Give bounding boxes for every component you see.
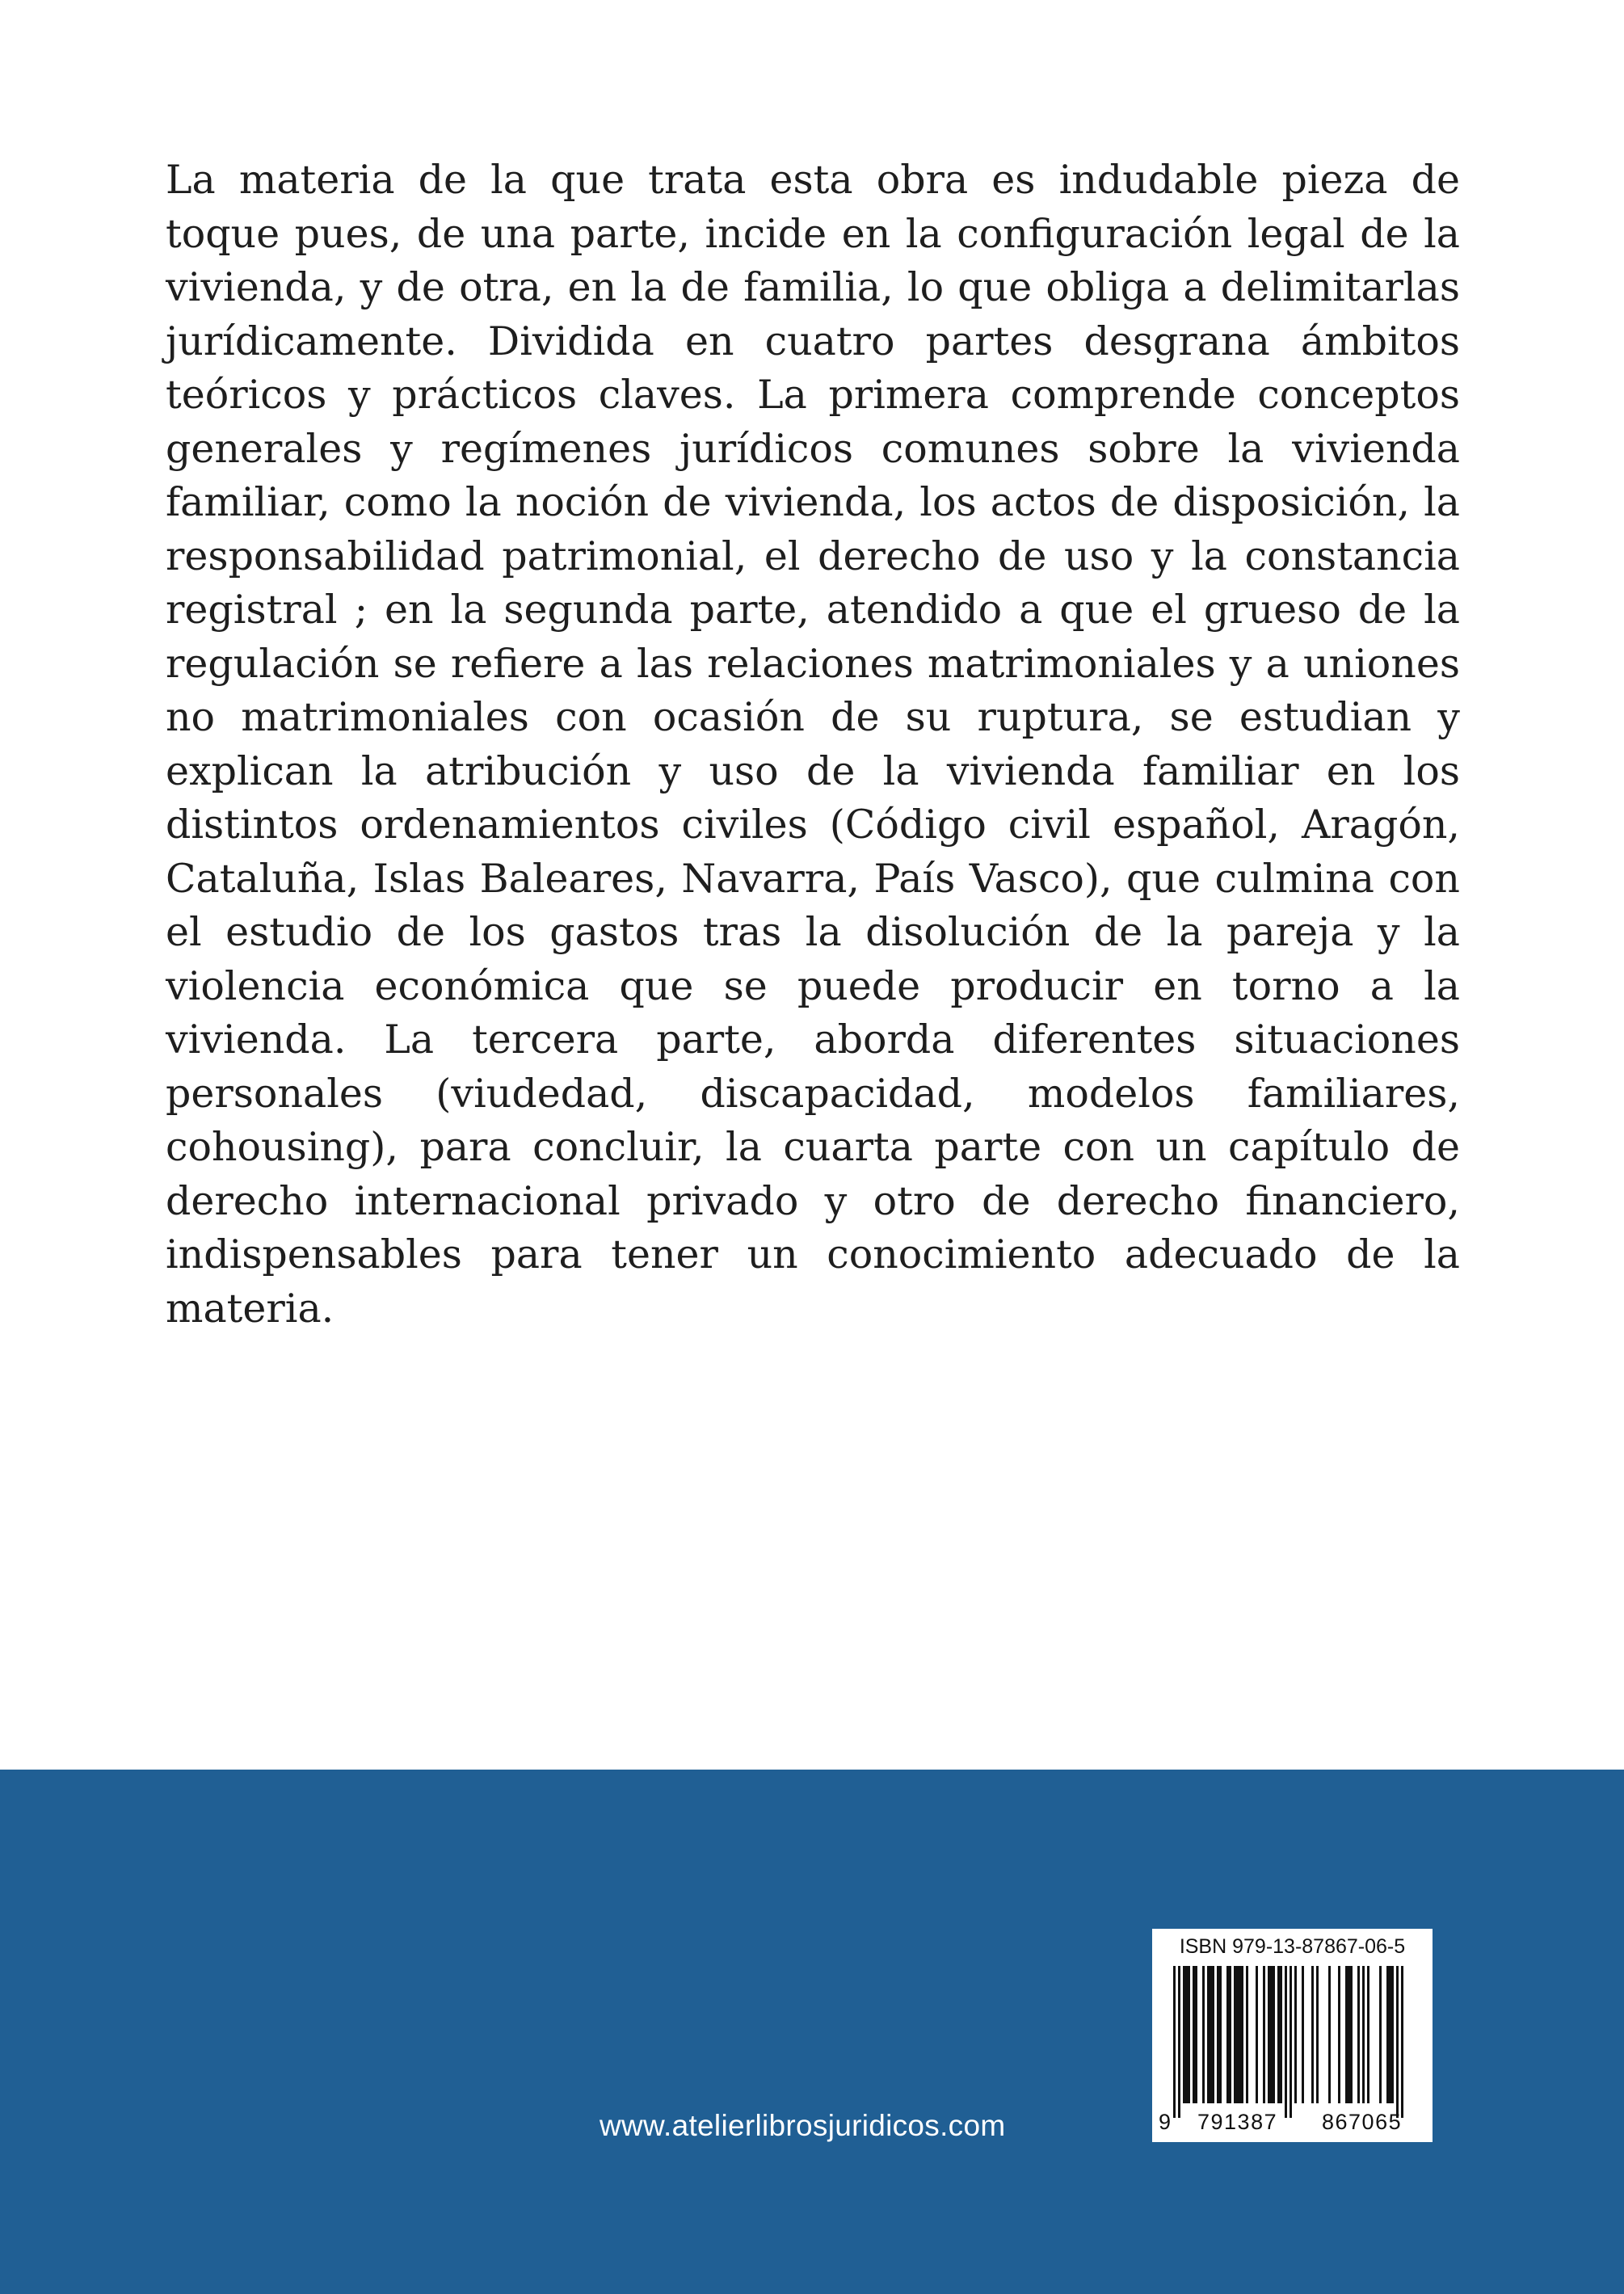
barcode-bar bbox=[1386, 1966, 1389, 2103]
barcode-bar bbox=[1328, 1966, 1331, 2103]
barcode-bar bbox=[1217, 1966, 1219, 2103]
book-description: La materia de la que trata esta obra es indudable pieza de toque pues, de una parte, incide en la configuración legal de la vivienda, y de otra, en la de familia, lo que obliga a delimitarlas jurídicamente. Dividida en cuatro partes desgrana ámbitos teóricos y prácticos claves. La primera comprende conceptos generales y regímenes jurídicos comunes sobre la vivienda familiar, como la noción de vivienda, los actos de disposición, la responsabilidad patrimonial, el derecho de uso y la constancia registral ; en la segunda parte, atendido a que el grueso de la regulación se refiere a las relaciones matrimoniales y a uniones no matrimoniales con ocasión de su ruptura, se estudian y explican la atribución y uso de la vivienda familiar en los distintos ordenamientos civiles (Código civil español, Aragón, Cataluña, Islas Baleares, Navarra, País Vasco), que culmina con el estudio de los gastos tras la disolución de la pareja y la violencia económica que se puede producir en torno a la vivienda. La tercera parte, aborda diferentes situaciones personales (viudedad, discapacidad, modelos familiares, cohousing), para concluir, la cuarta parte con un capítulo de derecho internacional privado y otro de derecho financiero, indispensables para tener un conocimiento adecuado de la materia. bbox=[166, 157, 1460, 1332]
barcode-bar bbox=[1256, 1966, 1258, 2103]
barcode-bar bbox=[1350, 1966, 1353, 2103]
barcode-bar bbox=[1362, 1966, 1365, 2103]
barcode-bar bbox=[1202, 1966, 1205, 2103]
barcode-bar bbox=[1285, 1966, 1287, 2118]
isbn-label: ISBN 979-13-87867-06-5 bbox=[1179, 1935, 1406, 1958]
barcode-bar bbox=[1185, 1966, 1188, 2103]
barcode-bar bbox=[1348, 1966, 1350, 2103]
barcode-bar bbox=[1290, 1966, 1292, 2118]
barcode-bar bbox=[1173, 1966, 1176, 2118]
barcode-bar bbox=[1229, 1966, 1231, 2103]
barcode-bar bbox=[1183, 1966, 1185, 2103]
barcode-bar bbox=[1263, 1966, 1265, 2103]
barcode-bar bbox=[1219, 1966, 1222, 2103]
barcode-bar bbox=[1302, 1966, 1304, 2103]
barcode-bar bbox=[1212, 1966, 1214, 2103]
barcode-bar bbox=[1234, 1966, 1236, 2103]
barcode-bar bbox=[1389, 1966, 1391, 2103]
barcode-digits-left: 791387 bbox=[1197, 2110, 1278, 2134]
barcode-bar bbox=[1268, 1966, 1270, 2103]
barcode-bar bbox=[1277, 1966, 1280, 2103]
publisher-website[interactable]: www.atelierlibrosjuridicos.com bbox=[600, 2109, 1006, 2142]
barcode-bar bbox=[1401, 1966, 1403, 2118]
barcode-bar bbox=[1379, 1966, 1382, 2103]
barcode-digits-right: 867065 bbox=[1322, 2110, 1403, 2134]
barcode-bar bbox=[1396, 1966, 1399, 2118]
barcode-bar bbox=[1338, 1966, 1340, 2103]
barcode-bar bbox=[1357, 1966, 1360, 2103]
barcode-bar bbox=[1239, 1966, 1241, 2103]
isbn-barcode bbox=[1152, 1929, 1433, 2142]
barcode-bar bbox=[1270, 1966, 1273, 2103]
barcode-bar bbox=[1241, 1966, 1243, 2103]
barcode-bar bbox=[1207, 1966, 1210, 2103]
barcode-bar bbox=[1273, 1966, 1275, 2103]
barcode-bar bbox=[1188, 1966, 1190, 2103]
barcode-bar bbox=[1236, 1966, 1239, 2103]
barcode-bar bbox=[1195, 1966, 1197, 2103]
barcode-bar bbox=[1367, 1966, 1369, 2103]
barcode-bar bbox=[1294, 1966, 1297, 2103]
barcode-bar bbox=[1391, 1966, 1394, 2103]
barcode-bar bbox=[1226, 1966, 1229, 2103]
barcode-bar bbox=[1345, 1966, 1348, 2103]
barcode-bar bbox=[1311, 1966, 1314, 2103]
barcode-digit-first: 9 bbox=[1159, 2110, 1172, 2134]
barcode-bar bbox=[1193, 1966, 1195, 2103]
barcode-bar bbox=[1280, 1966, 1282, 2103]
barcode-bar bbox=[1316, 1966, 1319, 2103]
barcode-bar bbox=[1178, 1966, 1180, 2118]
barcode-bar bbox=[1246, 1966, 1248, 2103]
barcode-bar bbox=[1210, 1966, 1212, 2103]
